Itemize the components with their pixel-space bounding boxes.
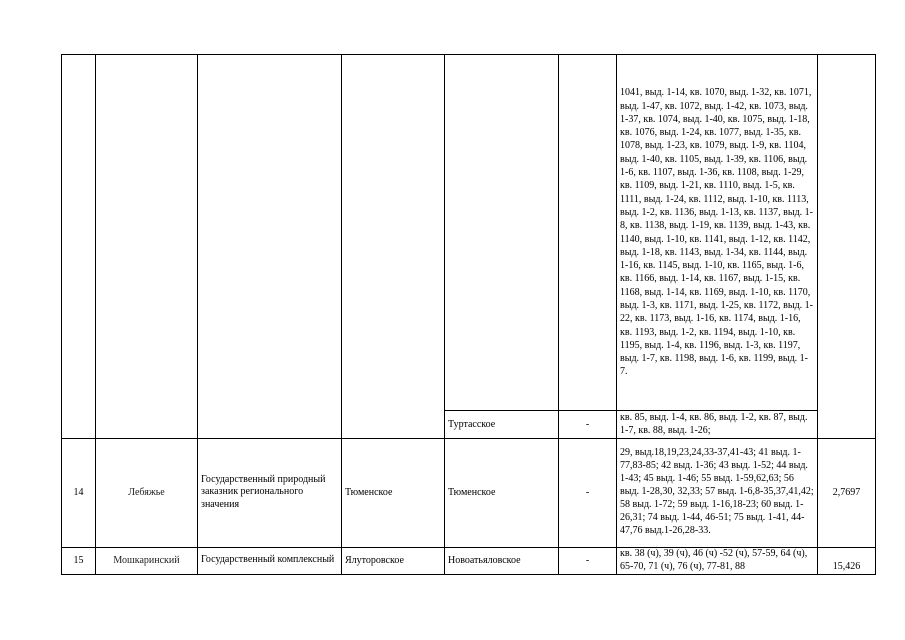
- quarters-cell: [617, 55, 818, 411]
- dash-cell: -: [559, 547, 617, 574]
- name-cell: Мошкаринский: [96, 547, 198, 574]
- dash-cell: [559, 55, 617, 411]
- quarters-cell: [617, 547, 818, 574]
- settlement-cell: Новоатьяловское: [445, 547, 559, 574]
- document-table: [61, 54, 876, 575]
- district-cell: Тюменское: [342, 438, 445, 547]
- settlement-cell: [445, 55, 559, 411]
- row-number-cell: [62, 55, 96, 439]
- name-cell: Лебяжье: [96, 438, 198, 547]
- description-cell: Государственный природный заказник регионального значения: [198, 438, 342, 547]
- district-cell: Ялуторовское: [342, 547, 445, 574]
- settlement-cell: Тюменское: [445, 438, 559, 547]
- table-row: [62, 55, 876, 411]
- quarters-text: кв. 85, выд. 1-4, кв. 86, выд. 1-2, кв. 87, выд. 1-7, кв. 88, выд. 1-26;: [620, 412, 808, 437]
- name-cell: [96, 55, 198, 439]
- area-cell: 15,426: [818, 547, 876, 574]
- table-row: [62, 438, 876, 547]
- quarters-text: 29, выд.18,19,23,24,33-37,41-43; 41 выд. 1-77,83-85; 42 выд. 1-36; 43 выд. 1-52; 44 выд. 1-43; 45 выд. 1-46; 55 выд. 1-59,62,63; 56 выд. 1-28,30, 32,33; 57 выд. 1-6,8-35,37,41,42; 58 выд. 1-72; 59 выд. 1-16,18-23; 60 выд. 1-26,31; 74 выд. 1-44, 46-51; 75 выд. 1-41, 44-47,76 выд.1-26,28-33.: [620, 447, 814, 536]
- table-row: [62, 547, 876, 574]
- quarters-cell: [617, 411, 818, 439]
- row-number-cell: 15: [62, 547, 96, 574]
- area-cell: 2,7697: [818, 438, 876, 547]
- quarters-cell: [617, 438, 818, 547]
- quarters-text: 1041, выд. 1-14, кв. 1070, выд. 1-32, кв. 1071, выд. 1-47, кв. 1072, выд. 1-42, кв. 1073, выд. 1-37, кв. 1074, выд. 1-40, кв. 1075, выд. 1-18, кв. 1076, выд. 1-24, кв. 1077, выд. 1-35, кв. 1078, выд. 1-23, кв. 1079, выд. 1-9, кв. 1104, выд. 1-40, кв. 1105, выд. 1-39, кв. 1106, выд. 1-6, кв. 1107, выд. 1-36, кв. 1108, выд. 1-29, кв. 1109, выд. 1-21, кв. 1110, выд. 1-5, кв. 1111, выд. 1-24, кв. 1112, выд. 1-10, кв. 1113, выд. 1-2, кв. 1136, выд. 1-13, кв. 1137, выд. 1-8, кв. 1138, выд. 1-19, кв. 1139, выд. 1-43, кв. 1140, выд. 1-10, кв. 1141, выд. 1-12, кв. 1142, выд. 1-18, кв. 1143, выд. 1-34, кв. 1144, выд. 1-16, кв. 1145, выд. 1-10, кв. 1165, выд. 1-6, кв. 1166, выд. 1-14, кв. 1167, выд. 1-15, кв. 1168, выд. 1-14, кв. 1169, выд. 1-10, кв. 1170, выд. 1-3, кв. 1171, выд. 1-25, кв. 1172, выд. 1-22, кв. 1173, выд. 1-16, кв. 1174, выд. 1-16, кв. 1193, выд. 1-2, кв. 1194, выд. 1-10, кв. 1195, выд. 1-4, кв. 1196, выд. 1-3, кв. 1197, выд. 1-7, кв. 1198, выд. 1-6, кв. 1199, выд. 1-7.: [620, 87, 813, 378]
- settlement-cell: Туртасское: [445, 411, 559, 439]
- row-number-cell: 14: [62, 438, 96, 547]
- area-cell: [818, 55, 876, 439]
- district-cell: [342, 55, 445, 439]
- description-cell: [198, 55, 342, 439]
- dash-cell: -: [559, 411, 617, 439]
- description-cell: Государственный комплексный: [198, 547, 342, 574]
- dash-cell: -: [559, 438, 617, 547]
- quarters-text: кв. 38 (ч), 39 (ч), 46 (ч) -52 (ч), 57-59, 64 (ч), 65-70, 71 (ч), 76 (ч), 77-81, 88: [620, 547, 808, 572]
